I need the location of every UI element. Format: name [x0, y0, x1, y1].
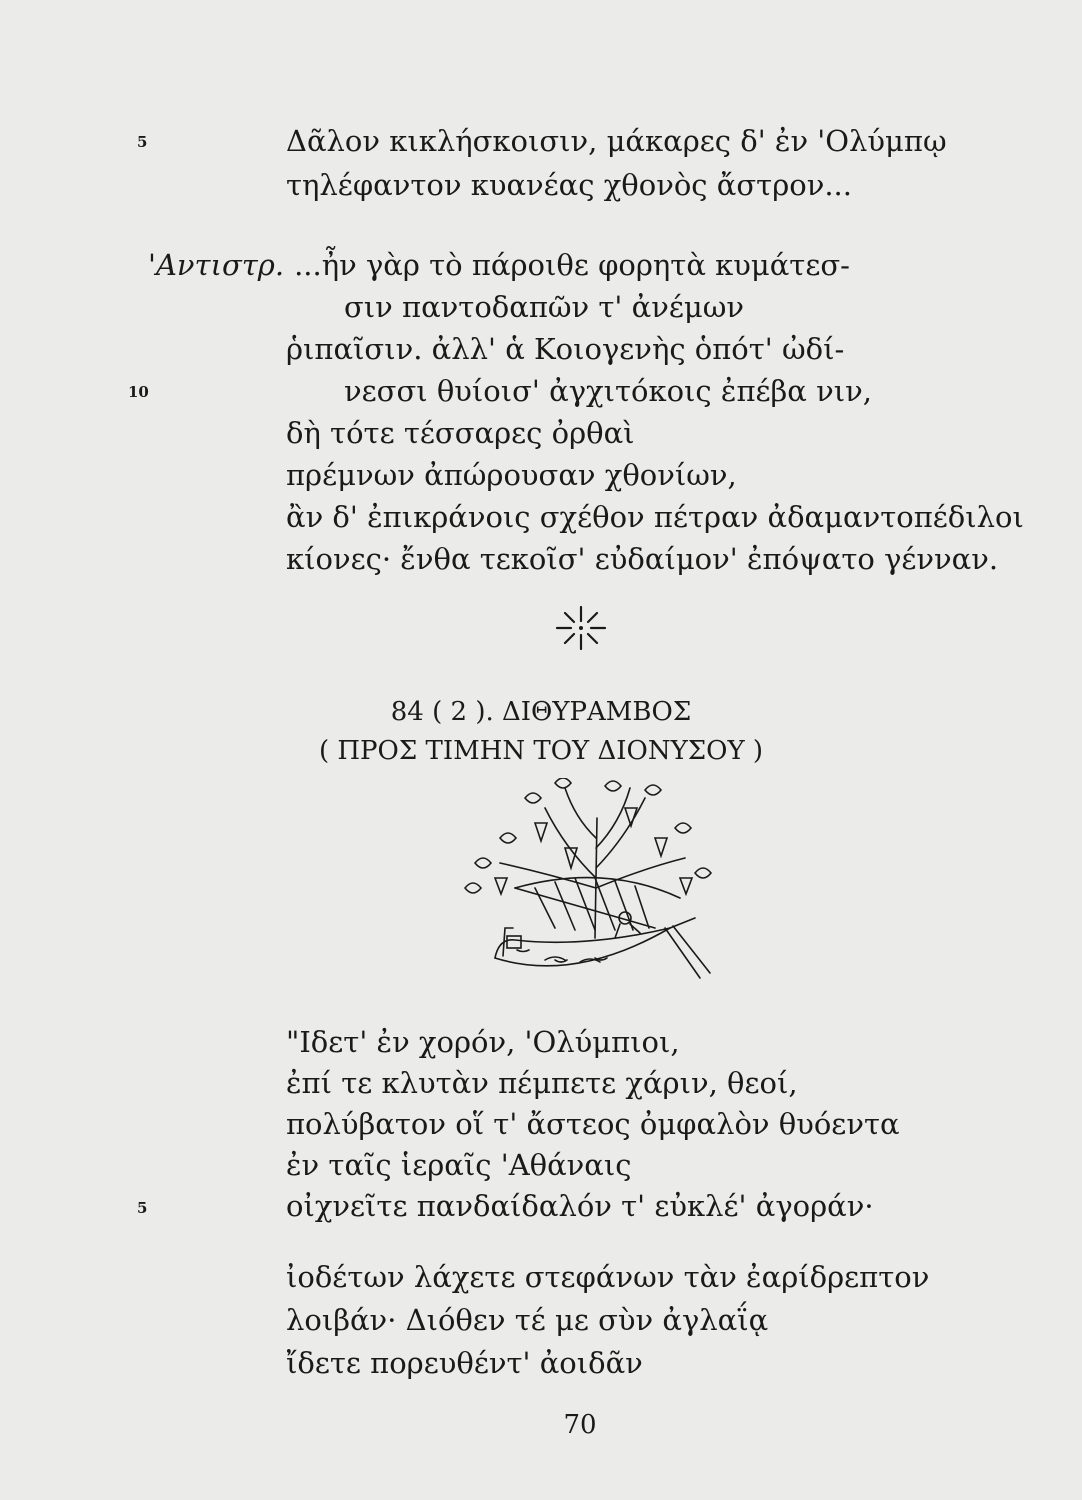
verse-line: οἰχνεῖτε πανδαίδαλόν τ' εὐκλέ' ἀγοράν· [286, 1189, 874, 1223]
verse-line: ῥιπαῖσιν. ἀλλ' ἁ Κοιογενὴς ὁπότ' ὠδί- [286, 332, 845, 366]
verse-line: ἰοδέτων λάχετε στεφάνων τὰν ἐαρίδρεπτον [286, 1260, 930, 1294]
verse-line: πολύβατον οἵ τ' ἄστεος ὀμφαλὸν θυόεντα [286, 1107, 900, 1141]
poem-title: 84 ( 2 ). ΔΙΘΥΡΑΜΒΟΣ [390, 697, 692, 727]
verse-line: δὴ τότε τέσσαρες ὀρθαὶ [286, 416, 635, 450]
line-number: 5 [137, 1199, 148, 1217]
poem-subtitle: ( ΠΡΟΣ ΤΙΜΗΝ ΤΟΥ ΔΙΟΝΥΣΟΥ ) [318, 736, 764, 766]
verse-line: ἴδετε πορευθέντ' ἀοιδᾶν [286, 1346, 643, 1380]
verse-line [148, 245, 850, 285]
verse-line: Δᾶλον κικλήσκοισιν, μάκαρες δ' ἐν 'Ολύμπῳ [286, 124, 947, 158]
verse-line: κίονες· ἔνθα τεκοῖσ' εὐδαίμον' ἐπόψατο γένναν. [286, 542, 999, 576]
verse-line: λοιβάν· Διόθεν τέ με σὺν ἀγλαΐᾳ [286, 1303, 769, 1337]
verse-line: νεσσι θυίοισ' ἀγχιτόκοις ἐπέβα νιν, [344, 374, 872, 408]
verse-line: ἐν ταῖς ἱεραῖς 'Αθάναις [286, 1148, 632, 1182]
verse-line: ἐπί τε κλυτὰν πέμπετε χάριν, θεοί, [286, 1066, 798, 1100]
page-number: 70 [563, 1410, 597, 1440]
line-number: 10 [128, 383, 149, 401]
line-number: 5 [137, 133, 148, 151]
verse-line: τηλέφαντον κυανέας χθονὸς ἄστρον... [286, 168, 852, 202]
verse-line: "Ιδετ' ἐν χορόν, 'Ολύμπιοι, [286, 1025, 680, 1059]
verse-text: ...ἦν γὰρ τὸ πάροιθε φορητὰ κυμάτεσ- [294, 248, 850, 282]
star-ornament-icon [553, 605, 609, 651]
verse-line: πρέμνων ἀπώρουσαν χθονίων, [286, 458, 737, 492]
verse-line: ἂν δ' ἐπικράνοις σχέθον πέτραν ἀδαμαντοπέδιλοι [286, 500, 1024, 534]
verse-line: σιν παντοδαπῶν τ' ἀνέμων [344, 290, 744, 324]
dionysus-ship-vine-icon [455, 778, 715, 993]
antistrophe-marker: 'Αντιστρ. [148, 248, 285, 282]
